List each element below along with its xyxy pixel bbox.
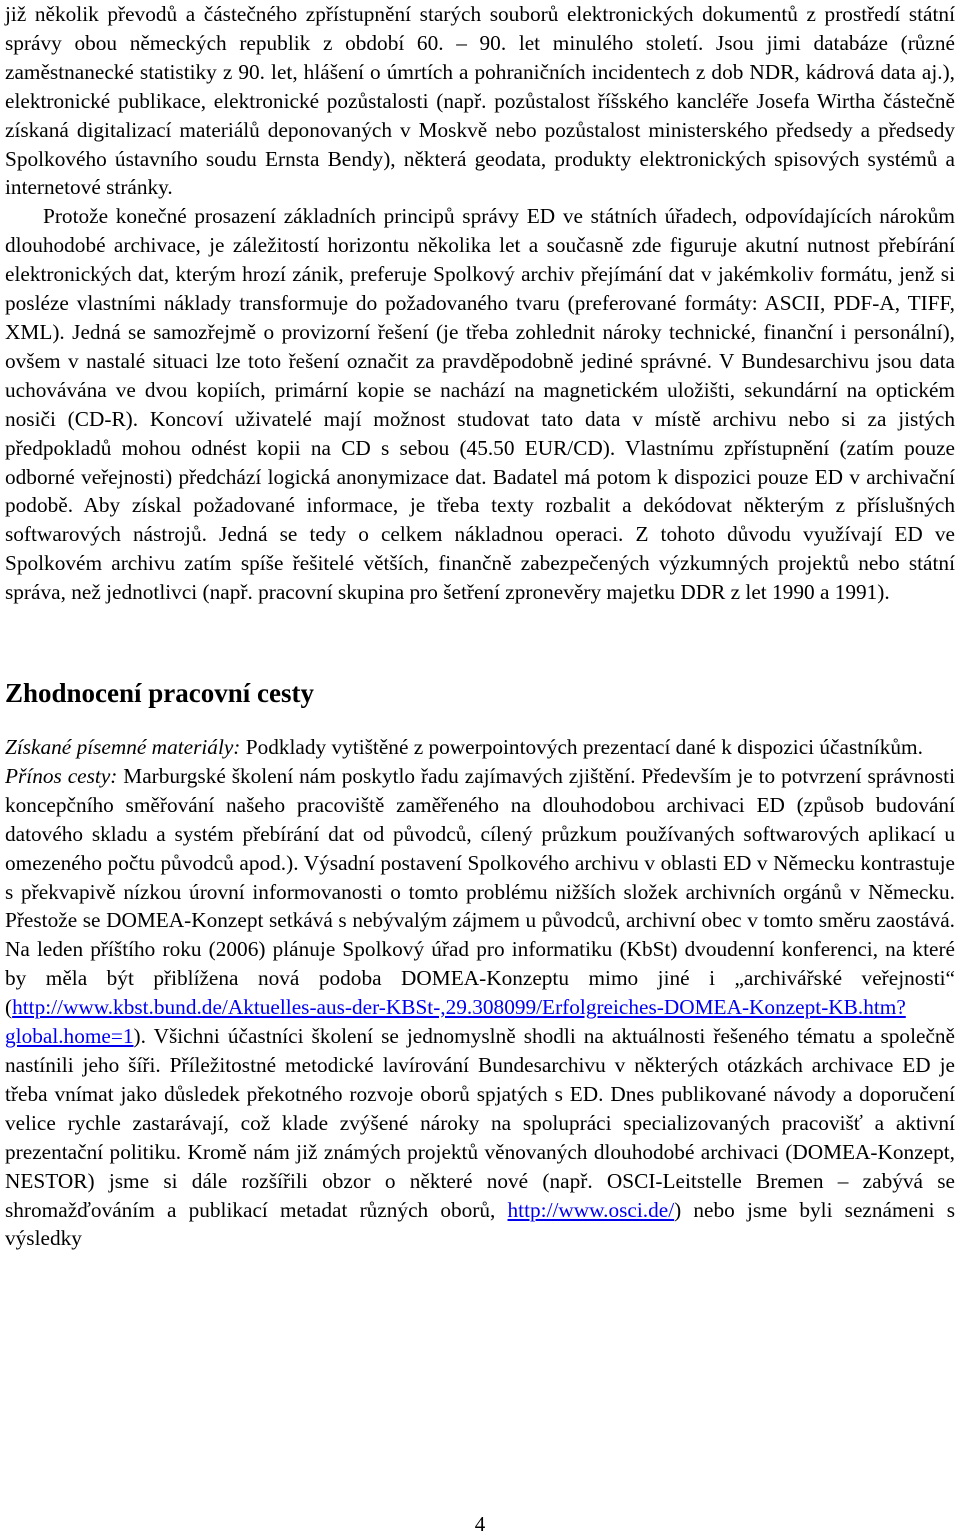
page-number: 4: [474, 1512, 486, 1536]
section-heading: Zhodnocení pracovní cesty: [5, 678, 315, 709]
contribution-label: Přínos cesty:: [5, 763, 118, 788]
osci-link[interactable]: http://www.osci.de/: [507, 1197, 675, 1222]
materials-label: Získané písemné materiály:: [5, 735, 241, 760]
contribution-text-3: ) nebo jsme byli seznámeni s výsledky: [5, 1197, 955, 1251]
materials-text: Podklady vytištěné z powerpointových prezentací dané k dispozici účastníkům.: [240, 735, 923, 760]
paragraph-materials: [5, 733, 955, 762]
document-page: [5, 0, 955, 1253]
kbst-link[interactable]: http://www.kbst.bund.de/Aktuelles-aus-der-KBSt-,29.308099/Erfolgreiches-DOMEA-Konzept-KB.htm?global.home=1: [5, 995, 906, 1049]
paragraph-digital-transfers: již několik převodů a částečného zpřístupnění starých souborů elektronických dokumentů z prostředí státní správy obou německých republik z období 60. – 90. let minulého století. Jsou jimi databáze (různé zaměstnanecké statistiky z 90. let, hlášení o úmrtích a pohraničních incidentech z dob NDR, kádrová data aj.), elektronické publikace, elektronické pozůstalosti (např. pozůstalost říšského kancléře Josefa Wirtha částečně získaná digitalizací materiálů deponovaných v Moskvě nebo pozůstalost ministerského předsedy a předsedy Spolkového ústavního soudu Ernsta Bendy), některá geodata, produkty elektronických spisových systémů a internetové stránky.: [5, 2, 955, 200]
contribution-text-1: Marburgské školení nám poskytlo řadu zajímavých zjištění. Především je to potvrzení správnosti koncepčního směřování našeho pracoviště zaměřeného na dlouhodobou archivaci ED (způsob budování datového skladu a systém přebírání dat od původců, cílený průzkum používaných softwarových aplikací u omezeného počtu původců apod.). Výsadní postavení Spolkového archivu v oblasti ED v Německu kontrastuje s překvapivě nízkou úrovní informovanosti o tomto problému nižších složek archivních orgánů v Německu. Přestože se DOMEA-Konzept setkává s nebývalým zájmem u původců, archivní obec v tomto směru zaostává. Na leden příštího roku (2006) plánuje Spolkový úřad pro informatiku (KbSt) dvoudenní konferenci, na které by měla být přiblížena nová podoba DOMEA-Konzeptu mimo jiné i „archivářské veřejnosti“ (: [5, 763, 955, 1020]
paragraph-data-takeover: Protože konečné prosazení základních principů správy ED ve státních úřadech, odpovídajících nárokům dlouhodobé archivace, je záležitostí horizontu několika let a současně zde figuruje akutní nutnost přebírání elektronických dat, kterým hrozí zánik, preferuje Spolkový archiv přejímání dat v jakémkoliv formátu, jenž si posléze vlastními náklady transformuje do požadovaného tvaru (preferované formáty: ASCII, PDF-A, TIFF, XML). Jedná se samozřejmě o provizorní řešení (je třeba zohlednit nároky technické, finanční i personální), ovšem v nastalé situaci lze toto řešení označit za pravděpodobně jediné správné. V Bundesarchivu jsou data uchovávána ve dvou kopiích, primární kopie se nachází na magnetickém uložišti, sekundární na optickém nosiči (CD-R). Koncoví uživatelé mají možnost studovat tato data v místě archivu nebo si za jistých předpokladů mohou odnést kopii na CD s sebou (45.50 EUR/CD). Vlastnímu zpřístupnění (zatím pouze odborné veřejnosti) předchází logická anonymizace dat. Badatel má potom k dispozici pouze ED v archivační podobě. Aby získal požadované informace, je třeba texty rozbalit a dekódovat některým z příslušných softwarových nástrojů. Jedná se tedy o celkem nákladnou operaci. Z tohoto důvodu využívají ED ve Spolkovém archivu zatím spíše řešitelé větších, finančně zabezpečených výzkumných projektů nebo státní správa, než jednotlivci (např. pracovní skupina pro šetření zpronevěry majetku DDR z let 1990 a 1991).: [5, 204, 955, 605]
paragraph-contribution: [5, 762, 955, 1253]
spacer: [5, 710, 955, 733]
spacer: [5, 607, 955, 676]
contribution-text-2: ). Všichni účastníci školení se jednomyslně shodli na aktuálnosti řešeného tématu a společně nastínili jeho šíři. Příležitostné metodické lavírování Bundesarchivu v některých otázkách archivace ED je třeba vnímat jako důsledek překotného rozvoje oborů spjatých s ED. Dnes publikované návody a doporučení velice rychle zastarávají, což klade zvýšené nároky na spolupráci specializovaných pracovišť a aktivní prezentační politiku. Kromě nám již známých projektů věnovaných dlouhodobé archivaci (DOMEA-Konzept, NESTOR) jsme si dále rozšířili obzor o některé nové (např. OSCI-Leitstelle Bremen – zabývá se shromažďováním a publikací metadat různých oborů,: [5, 1024, 955, 1222]
